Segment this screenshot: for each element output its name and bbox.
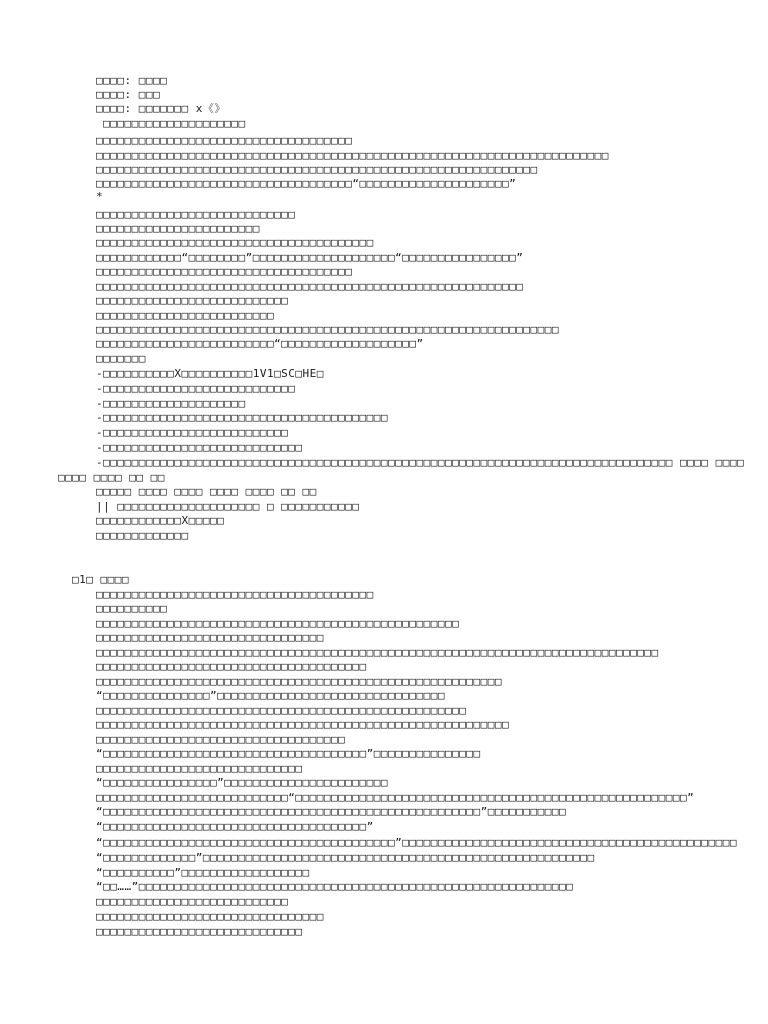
text-line: □□□□□□□□□□□□□□□□□□□□□□□□□□□□□□□□□□□□□□□□□□□□□□□□□□□□□□□□□□□□□□□□□□□□□□□□ bbox=[96, 149, 609, 162]
text-line: □□□□□□□□□□□□□□□□□□□□□□□□□□□□□ bbox=[96, 762, 303, 775]
list-item: -□□□□□□□□□□□□□□□□□□□□□□□□□□□□□□□□□□□□□□□□□□□□□□□□□□□□□□□□□□□□□□□□□□□□□□□□□□□□□□□□ □□□□ □□□□ bbox=[96, 456, 745, 469]
text-line: □□□□□□□□□□□□□□□□□□□□□□□□□□□□□□□□□□□□□□□□□□□□□□□□□□□□□□□□□□□□□□ bbox=[96, 163, 538, 176]
text-line: □□□□□□□□□□□□□□□□□□□□□□□□□□□□□□□□□□□□□□□□□□□□□□□□□□□□ bbox=[96, 704, 467, 717]
text-line: “□□□□□□□□□□□□□□□□”□□□□□□□□□□□□□□□□□□□□□□□ bbox=[96, 776, 389, 789]
text-line: || □□□□□□□□□□□□□□□□□□□□ □ □□□□□□□□□□□ bbox=[96, 500, 360, 513]
list-item: -□□□□□□□□□□□□□□□□□□□□□□□□□□□ bbox=[96, 382, 296, 395]
text-line: □□□□□□□□□□ bbox=[96, 602, 168, 615]
text-line: □□□□□□□□□□□□□□□□□□□□□□□□□□□□□□□□□□□□ bbox=[96, 134, 353, 147]
text-line: □□□□□□□□□□□□□□□□□□□□□□□□□□□□□ bbox=[96, 925, 303, 938]
section-heading: □1□ □□□□ bbox=[72, 573, 129, 586]
text-line: □□□□: □□□□ bbox=[96, 74, 168, 87]
text-line: “□□□□□□□□□□□□□”□□□□□□□□□□□□□□□□□□□□□□□□□□□□□□□□□□□□□□□□□□□□□□□□□□□□□□□ bbox=[96, 851, 595, 864]
text-line: □□□□ □□□□ □□ □□ bbox=[58, 471, 165, 484]
text-line: □□□□□□□□□□□□□□□□□□□□□□□□□“□□□□□□□□□□□□□□□□□□□” bbox=[96, 337, 424, 350]
text-line: “□□□□□□□□□□”□□□□□□□□□□□□□□□□□□ bbox=[96, 866, 310, 879]
text-line: □□□□□□□□□□□□□□□□□□□□□□□□□□□□□□□□□□□□□□□□□□□□□□□□□□□□□□□□□□□□□□□□□ bbox=[96, 323, 559, 336]
text-line: □□□□□□□□□□□□□□□□□□□□□□□□□□□□□□□□□□□□□□□□□□□□□□□□□□□□□□□□□□□□ bbox=[96, 280, 524, 293]
text-line: “□□□□□□□□□□□□□□□□□□□□□□□□□□□□□□□□□□□□□” bbox=[96, 820, 374, 833]
text-line: □□□□: □□□□□□□ x《》 bbox=[96, 102, 226, 115]
text-line: □□□□□□□□□□□□□□□□□□□□□□□□□□□ bbox=[96, 294, 289, 307]
list-item: -□□□□□□□□□□□□□□□□□□□□ bbox=[96, 397, 246, 410]
text-line: □□□□□□□□□□□□□□□□□□□□□□□□□ bbox=[96, 309, 275, 322]
text-line: □□□□□□□□□□□□□□□□□□□□□□□□□□□ bbox=[96, 895, 289, 908]
text-line: □□□□□□□□□□□□□□□□□□□□□□□□□□□□□□□□□□□ bbox=[96, 733, 346, 746]
text-line: □□□□: □□□ bbox=[96, 88, 161, 101]
text-line: □□□□□□□□□□□□□□□□□□□□□□□ bbox=[96, 222, 260, 235]
text-line: “□□□□□□□□□□□□□□□”□□□□□□□□□□□□□□□□□□□□□□□□□□□□□□□□ bbox=[96, 689, 446, 702]
text-line: “□□□□□□□□□□□□□□□□□□□□□□□□□□□□□□□□□□□□□□□□□□□□□□□□□□□□□”□□□□□□□□□□□ bbox=[96, 805, 567, 818]
text-line: □□□□□□□□□□□□□□□□□□□□□□□□□□□□□□□□□□□□□□□□□□□□□□□□□□□ bbox=[96, 617, 460, 630]
text-line: “□□□□□□□□□□□□□□□□□□□□□□□□□□□□□□□□□□□□□□□□□”□□□□□□□□□□□□□□□□□□□□□□□□□□□□□□□□□□□□□□□□□□□□□□□ bbox=[96, 836, 738, 849]
text-line: “□□□□□□□□□□□□□□□□□□□□□□□□□□□□□□□□□□□□□”□□□□□□□□□□□□□□□ bbox=[96, 747, 481, 760]
text-line: □□□□□□□□□□□□□□□□□□□□□□□□□□□□□□□□□□□□ bbox=[96, 265, 353, 278]
text-line: □□□□□□□□□□□□X□□□□□ bbox=[96, 514, 225, 527]
text-line: □□□□□□□□□□□□□□□□□□□□□□□□□□□□□□□□□□□□□□□□□□□□□□□□□□□□□□□□□□ bbox=[96, 718, 510, 731]
text-line: □□□□□□□ bbox=[96, 352, 146, 365]
text-line: □□□□□ □□□□ □□□□ □□□□ □□□□ □□ □□ bbox=[96, 485, 317, 498]
text-line: □□□□□□□□□□□□□□□□□□□□□□□□□□□□□□□□□□□□□□□ bbox=[96, 236, 374, 249]
text-line: □□□□□□□□□□□□□□□□□□□□□□□□□□□□□□□□□□□□□□□□□□□□□□□□□□□□□□□□□□□□□□□□□□□□□□□□□□□□□□□ bbox=[96, 646, 659, 659]
text-line: * bbox=[96, 190, 104, 203]
text-line: □□□□□□□□□□□□□□□□□□□□□□□□□□□□□□□□ bbox=[96, 631, 324, 644]
text-line: □□□□□□□□□□□□□□□□□□□□□□□□□□□□□□□□□□□□□□□□□□□□□□□□□□□□□□□□□ bbox=[96, 675, 502, 688]
text-line: □□□□□□□□□□□□□□□□□□□□□□□□□□□□□□□□□□□□“□□□□□□□□□□□□□□□□□□□□□” bbox=[96, 177, 517, 190]
text-line: □□□□□□□□□□□□□ bbox=[96, 529, 189, 542]
text-line: □□□□□□□□□□□□□□□□□□□□□□□□□□□□ bbox=[96, 208, 296, 221]
text-line: □□□□□□□□□□□□□□□□□□□□□□□□□□□□□□□□□□□□□□ bbox=[96, 660, 367, 673]
list-item: -□□□□□□□□□□□□□□□□□□□□□□□□□□ bbox=[96, 426, 289, 439]
text-line: □□□□□□□□□□□□“□□□□□□□□”□□□□□□□□□□□□□□□□□□□□“□□□□□□□□□□□□□□□□” bbox=[96, 251, 524, 264]
text-line: □□□□□□□□□□□□□□□□□□□□ bbox=[96, 117, 246, 130]
list-item: -□□□□□□□□□□□□□□□□□□□□□□□□□□□□□□□□□□□□□□□□ bbox=[96, 411, 389, 424]
text-line: “□□……”□□□□□□□□□□□□□□□□□□□□□□□□□□□□□□□□□□□□□□□□□□□□□□□□□□□□□□□□□□□□□ bbox=[96, 880, 574, 893]
text-line: □□□□□□□□□□□□□□□□□□□□□□□□□□□□□□□□□□□□□□□ bbox=[96, 588, 374, 601]
text-line: □□□□□□□□□□□□□□□□□□□□□□□□□□□□□□□□ bbox=[96, 910, 324, 923]
list-item: -□□□□□□□□□□X□□□□□□□□□□1V1□SC□HE□ bbox=[96, 367, 324, 380]
text-line: □□□□□□□□□□□□□□□□□□□□□□□□□□□“□□□□□□□□□□□□□□□□□□□□□□□□□□□□□□□□□□□□□□□□□□□□□□□□□□□□□□□” bbox=[96, 791, 695, 804]
list-item: -□□□□□□□□□□□□□□□□□□□□□□□□□□□□ bbox=[96, 441, 303, 454]
